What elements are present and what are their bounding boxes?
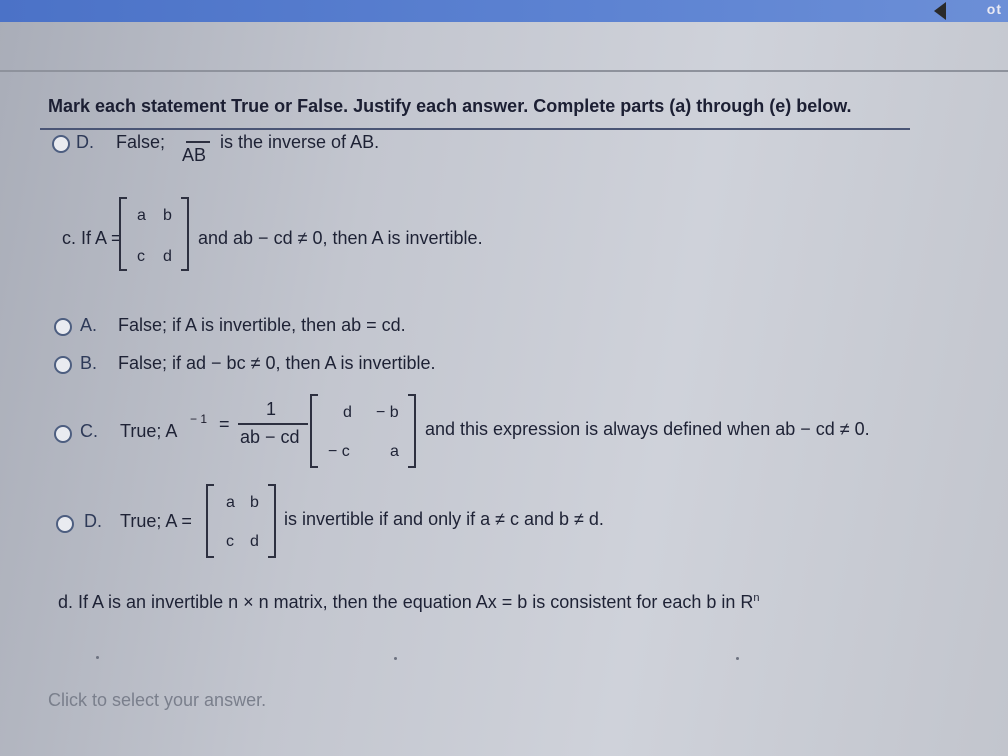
radio-option-b[interactable]	[54, 356, 72, 374]
brand-logo: ot	[986, 1, 1002, 17]
prev-option-d-fraction-bar	[186, 141, 210, 143]
radio-prev-option-d[interactable]	[52, 135, 70, 153]
option-c-exponent: − 1	[190, 412, 208, 426]
matrix-c-left-bracket	[119, 197, 127, 271]
part-d-space: R	[740, 592, 754, 612]
prev-option-d-letter: D.	[76, 132, 94, 152]
radio-option-c[interactable]	[54, 425, 72, 443]
prev-option-d-text-a: False;	[116, 132, 166, 152]
matrix-c-r2c1: c	[137, 248, 145, 265]
matrix-c-right-bracket	[181, 197, 189, 271]
prev-option-d-text-b: is the inverse of AB.	[220, 132, 380, 152]
question-panel	[0, 72, 1008, 756]
matrix-c-r1c1: a	[137, 207, 146, 224]
matrix-option-c-r1c2: − b	[376, 404, 399, 421]
matrix-option-c-r2c1: − c	[328, 443, 350, 460]
option-d-tail[interactable]: is invertible if and only if a ≠ c and b ≠ d.	[284, 509, 604, 529]
part-c-prefix: c. If A =	[62, 228, 122, 248]
matrix-option-d-r1c1: a	[226, 494, 235, 511]
matrix-option-d-r2c1: c	[226, 533, 234, 550]
question-underline	[40, 128, 910, 130]
instructions: Mark each statement True or False. Justify each answer. Complete parts (a) through (e) below.	[48, 96, 852, 116]
option-b-letter: B.	[80, 353, 98, 373]
answer-prompt[interactable]: Click to select your answer.	[48, 690, 267, 710]
collapse-arrow-icon[interactable]	[934, 2, 946, 20]
matrix-c-r1c2: b	[163, 207, 172, 224]
option-c-equals: =	[219, 414, 230, 434]
radio-option-d[interactable]	[56, 515, 74, 533]
option-a-text[interactable]: False; if A is invertible, then ab = cd.	[118, 315, 406, 335]
option-c-numerator: 1	[266, 399, 277, 419]
option-b-text[interactable]: False; if ad − bc ≠ 0, then A is invertible.	[118, 353, 436, 373]
part-d-text: d. If A is an invertible n × n matrix, then the equation Ax = b is consistent for each b in	[58, 592, 736, 612]
option-d-lead: True; A =	[120, 511, 192, 531]
matrix-option-d-r2c2: d	[250, 533, 259, 550]
top-toolbar	[0, 0, 1008, 22]
option-c-lead: True; A	[120, 421, 178, 441]
matrix-option-c-right-bracket	[408, 394, 416, 468]
part-c-suffix: and ab − cd ≠ 0, then A is invertible.	[198, 228, 483, 248]
option-c-tail[interactable]: and this expression is always defined when ab − cd ≠ 0.	[425, 419, 870, 439]
option-c-fraction-bar	[238, 423, 308, 425]
option-c-denominator: ab − cd	[240, 427, 300, 447]
artifact-dot	[736, 657, 739, 660]
part-d-statement	[58, 592, 760, 613]
matrix-option-d-right-bracket	[268, 484, 276, 558]
prev-option-d-denominator: AB	[182, 145, 207, 165]
part-d-space-exp: n	[753, 592, 760, 604]
matrix-c-r2c2: d	[163, 248, 172, 265]
matrix-option-c-left-bracket	[310, 394, 318, 468]
matrix-option-c-r1c1: d	[343, 404, 352, 421]
matrix-option-d-r1c2: b	[250, 494, 259, 511]
option-c-letter: C.	[80, 421, 98, 441]
artifact-dot	[394, 657, 397, 660]
option-d-letter: D.	[84, 511, 102, 531]
option-a-letter: A.	[80, 315, 98, 335]
radio-option-a[interactable]	[54, 318, 72, 336]
artifact-dot	[96, 656, 99, 659]
matrix-option-c-r2c2: a	[390, 443, 399, 460]
matrix-option-d-left-bracket	[206, 484, 214, 558]
